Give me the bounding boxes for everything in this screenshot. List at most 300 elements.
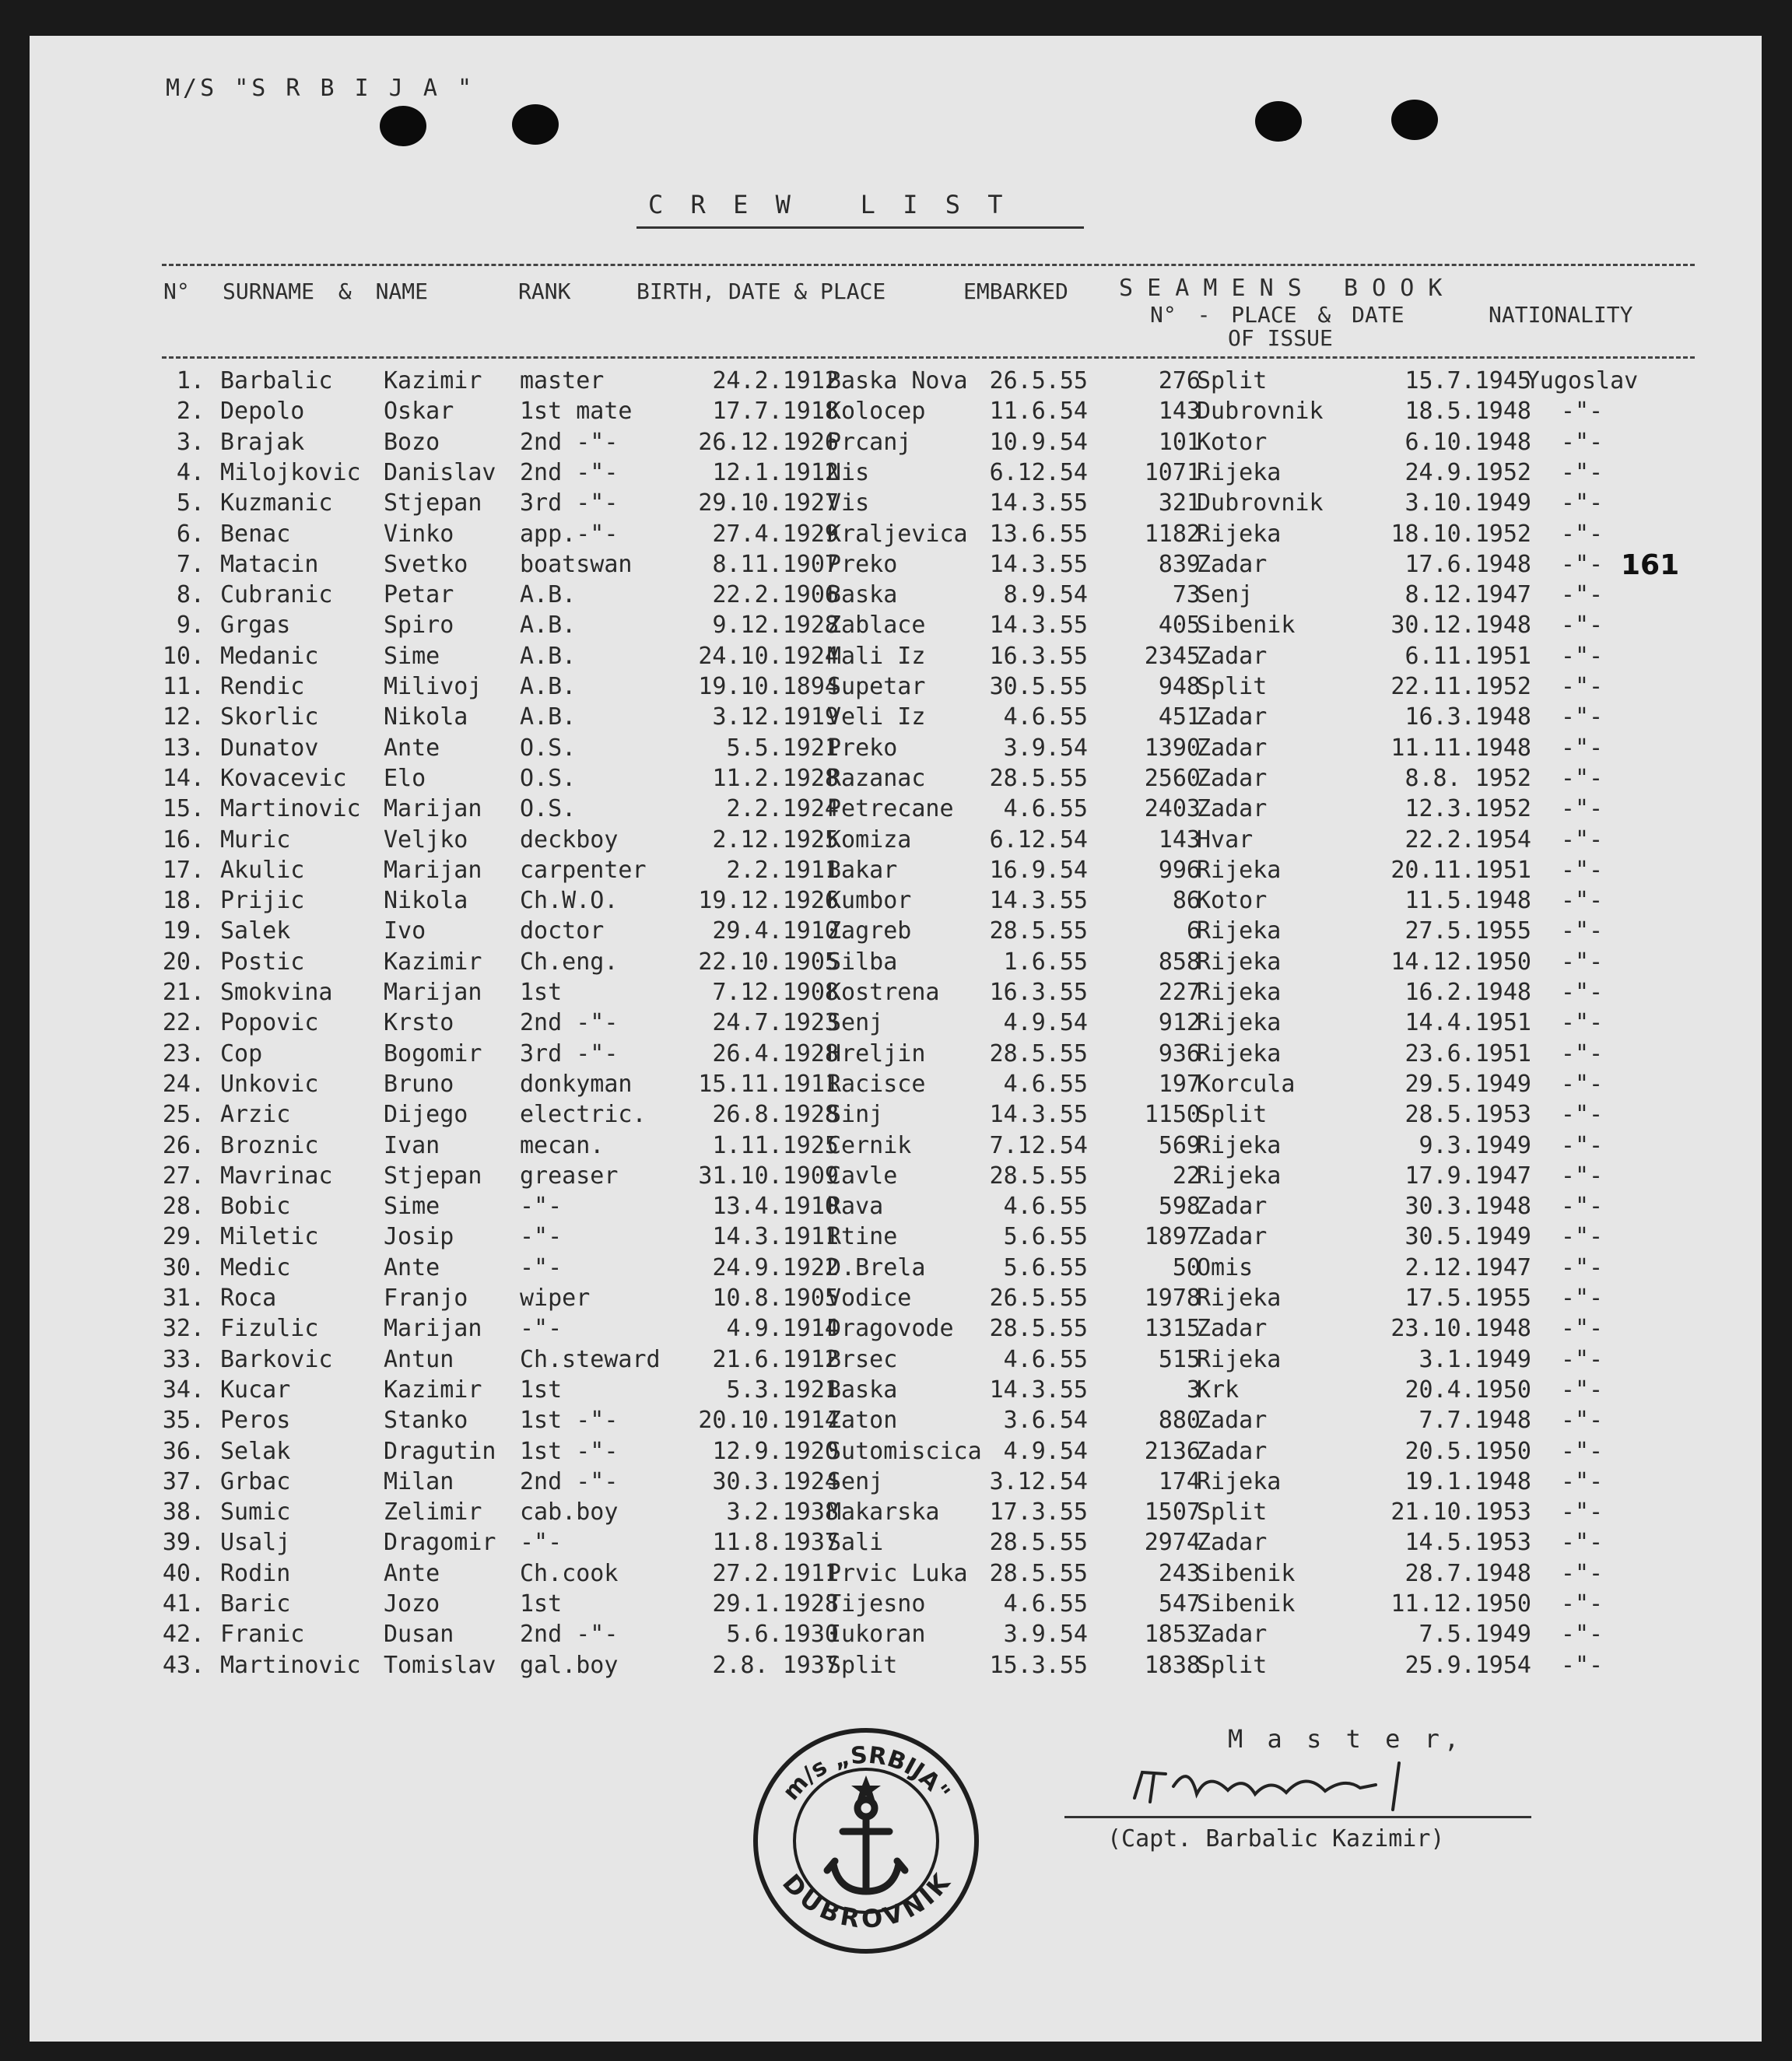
row-number: 2. <box>176 398 205 426</box>
nationality: -"- <box>1560 1498 1604 1526</box>
row-number: 34. <box>162 1376 205 1404</box>
table-row <box>30 1621 1762 1650</box>
seamens-book-number: 2560 <box>1144 764 1201 792</box>
surname: Skorlic <box>220 703 319 731</box>
embarked-date: 14.3.55 <box>989 612 1088 640</box>
table-row <box>30 1376 1762 1406</box>
birth-date: 13.4.1910 <box>712 1193 839 1221</box>
seamens-book-place: Zadar <box>1197 1407 1268 1435</box>
surname: Matacin <box>220 550 319 578</box>
seamens-book-date: 8.12.1947 <box>1404 581 1531 609</box>
embarked-date: 8.9.54 <box>1003 581 1088 609</box>
table-row <box>30 1071 1762 1100</box>
rank: 2nd -"- <box>520 428 619 456</box>
seamens-book-date: 7.5.1949 <box>1419 1621 1531 1649</box>
rank: 1st <box>520 1376 563 1404</box>
seamens-book-number: 143 <box>1158 398 1201 426</box>
signature-line <box>1064 1816 1531 1818</box>
first-name: Milan <box>384 1467 454 1495</box>
rank: -"- <box>520 1193 563 1221</box>
table-row <box>30 1223 1762 1253</box>
ship-name-header: M/S "S R B I J A " <box>166 75 475 102</box>
birth-place: Kraljevica <box>827 520 968 548</box>
seamens-book-date: 22.11.1952 <box>1390 673 1531 700</box>
rank: -"- <box>520 1529 563 1557</box>
row-number: 29. <box>162 1223 205 1251</box>
first-name: Ante <box>384 1253 440 1281</box>
table-row <box>30 1529 1762 1558</box>
surname: Broznic <box>220 1131 319 1159</box>
row-number: 32. <box>162 1315 205 1343</box>
row-number: 43. <box>162 1651 205 1679</box>
birth-date: 22.10.1905 <box>698 948 839 976</box>
embarked-date: 28.5.55 <box>989 764 1088 792</box>
birth-date: 24.2.1912 <box>712 367 839 394</box>
seamens-book-place: Rijeka <box>1197 1467 1282 1495</box>
nationality: -"- <box>1560 1315 1604 1343</box>
birth-place: Senj <box>827 1009 884 1037</box>
embarked-date: 3.9.54 <box>1003 1621 1088 1649</box>
seamens-book-place: Dubrovnik <box>1197 398 1324 426</box>
embarked-date: 26.5.55 <box>989 1285 1088 1312</box>
table-row <box>30 765 1762 794</box>
seamens-book-date: 16.3.1948 <box>1404 703 1531 731</box>
first-name: Kazimir <box>384 1376 482 1404</box>
row-number: 42. <box>162 1621 205 1649</box>
seamens-book-date: 14.12.1950 <box>1390 948 1531 976</box>
row-number: 31. <box>162 1285 205 1312</box>
nationality: -"- <box>1560 1467 1604 1495</box>
birth-place: Supetar <box>827 673 926 700</box>
seamens-book-number: 1390 <box>1144 734 1201 762</box>
nationality: -"- <box>1560 795 1604 823</box>
seamens-book-date: 12.3.1952 <box>1404 795 1531 823</box>
rank: wiper <box>520 1285 591 1312</box>
seamens-book-date: 15.7.1945 <box>1404 367 1531 394</box>
rank: Ch.W.O. <box>520 887 619 915</box>
birth-place: Tijesno <box>827 1590 926 1618</box>
table-row <box>30 1285 1762 1314</box>
seamens-book-place: Rijeka <box>1197 1345 1282 1373</box>
nationality: -"- <box>1560 917 1604 945</box>
rank: 2nd -"- <box>520 1009 619 1037</box>
birth-place: Prvic Luka <box>827 1559 968 1587</box>
birth-place: Brsec <box>827 1345 898 1373</box>
surname: Selak <box>220 1437 291 1465</box>
seamens-book-number: 1978 <box>1144 1285 1201 1312</box>
seamens-book-number: 143 <box>1158 825 1201 853</box>
first-name: Jozo <box>384 1590 440 1618</box>
rank: A.B. <box>520 581 577 609</box>
captain-name: (Capt. Barbalic Kazimir) <box>1107 1825 1445 1852</box>
seamens-book-date: 28.5.1953 <box>1404 1101 1531 1129</box>
rank: -"- <box>520 1315 563 1343</box>
col-header-embarked: EMBARKED <box>963 279 1068 304</box>
table-row <box>30 551 1762 580</box>
page-number: 161 <box>1621 549 1680 581</box>
seamens-book-place: Kotor <box>1197 887 1268 915</box>
birth-place: Komiza <box>827 825 912 853</box>
birth-place: Zaton <box>827 1407 898 1435</box>
surname: Unkovic <box>220 1070 319 1098</box>
first-name: Sime <box>384 642 440 670</box>
table-row <box>30 917 1762 947</box>
embarked-date: 28.5.55 <box>989 1315 1088 1343</box>
seamens-book-date: 25.9.1954 <box>1404 1651 1531 1679</box>
col-header-nationality: NATIONALITY <box>1489 302 1633 328</box>
nationality: -"- <box>1560 489 1604 517</box>
surname: Martinovic <box>220 1651 361 1679</box>
surname: Barbalic <box>220 367 333 394</box>
seamens-book-place: Zadar <box>1197 1529 1268 1557</box>
anchor-icon <box>827 1800 905 1891</box>
seamens-book-place: Senj <box>1197 581 1254 609</box>
embarked-date: 17.3.55 <box>989 1498 1088 1526</box>
seamens-book-place: Kotor <box>1197 428 1268 456</box>
birth-date: 24.9.1922 <box>712 1253 839 1281</box>
header-top-rule <box>162 264 1695 266</box>
seamens-book-date: 23.6.1951 <box>1404 1039 1531 1067</box>
embarked-date: 1.6.55 <box>1003 948 1088 976</box>
surname: Peros <box>220 1407 291 1435</box>
row-number: 13. <box>162 734 205 762</box>
birth-date: 11.2.1928 <box>712 764 839 792</box>
rank: 2nd -"- <box>520 1621 619 1649</box>
birth-date: 8.11.1907 <box>712 550 839 578</box>
seamens-book-number: 3 <box>1186 1376 1201 1404</box>
seamens-book-number: 227 <box>1158 979 1201 1006</box>
rank: app.-"- <box>520 520 619 548</box>
birth-date: 24.7.1923 <box>712 1009 839 1037</box>
row-number: 33. <box>162 1345 205 1373</box>
nationality: -"- <box>1560 1131 1604 1159</box>
seamens-book-place: Zadar <box>1197 1193 1268 1221</box>
table-row <box>30 1652 1762 1681</box>
nationality: -"- <box>1560 612 1604 640</box>
rank: A.B. <box>520 612 577 640</box>
first-name: Zelimir <box>384 1498 482 1526</box>
table-row <box>30 826 1762 856</box>
seamens-book-number: 547 <box>1158 1590 1201 1618</box>
punch-hole-2 <box>512 104 559 145</box>
seamens-book-place: Korcula <box>1197 1070 1296 1098</box>
table-row <box>30 703 1762 733</box>
ship-stamp-seal <box>749 1724 983 1958</box>
embarked-date: 30.5.55 <box>989 673 1088 700</box>
seamens-book-place: Rijeka <box>1197 1039 1282 1067</box>
seamens-book-number: 996 <box>1158 856 1201 884</box>
table-row <box>30 459 1762 489</box>
embarked-date: 14.3.55 <box>989 1376 1088 1404</box>
row-number: 30. <box>162 1253 205 1281</box>
seamens-book-place: Rijeka <box>1197 458 1282 486</box>
table-row <box>30 1193 1762 1222</box>
first-name: Tomislav <box>384 1651 496 1679</box>
surname: Sumic <box>220 1498 291 1526</box>
row-number: 11. <box>162 673 205 700</box>
table-row <box>30 1101 1762 1130</box>
seamens-book-place: Dubrovnik <box>1197 489 1324 517</box>
nationality: -"- <box>1560 856 1604 884</box>
rank: donkyman <box>520 1070 633 1098</box>
seamens-book-place: Sibenik <box>1197 612 1296 640</box>
nationality: -"- <box>1560 1285 1604 1312</box>
nationality: -"- <box>1560 1437 1604 1465</box>
seamens-book-date: 14.4.1951 <box>1404 1009 1531 1037</box>
rank: Ch.eng. <box>520 948 619 976</box>
rank: carpenter <box>520 856 647 884</box>
surname: Baric <box>220 1590 291 1618</box>
seamens-book-place: Rijeka <box>1197 856 1282 884</box>
row-number: 1. <box>176 367 205 394</box>
first-name: Krsto <box>384 1009 454 1037</box>
surname: Postic <box>220 948 305 976</box>
master-signature <box>1119 1755 1446 1817</box>
seamens-book-date: 3.1.1949 <box>1419 1345 1531 1373</box>
rank: -"- <box>520 1253 563 1281</box>
first-name: Antun <box>384 1345 454 1373</box>
seamens-book-place: Rijeka <box>1197 1131 1282 1159</box>
master-label: M a s t e r, <box>1228 1724 1464 1754</box>
seamens-book-place: Zadar <box>1197 734 1268 762</box>
nationality: -"- <box>1560 1253 1604 1281</box>
birth-date: 30.3.1924 <box>712 1467 839 1495</box>
birth-place: Makarska <box>827 1498 940 1526</box>
rank: 2nd -"- <box>520 1467 619 1495</box>
seamens-book-date: 20.11.1951 <box>1390 856 1531 884</box>
seamens-book-date: 16.2.1948 <box>1404 979 1531 1006</box>
surname: Fizulic <box>220 1315 319 1343</box>
surname: Mavrinac <box>220 1162 333 1190</box>
punch-hole-3 <box>1255 101 1302 142</box>
first-name: Ivo <box>384 917 426 945</box>
seamens-book-date: 20.4.1950 <box>1404 1376 1531 1404</box>
seamens-book-date: 24.9.1952 <box>1404 458 1531 486</box>
birth-place: Kostrena <box>827 979 940 1006</box>
embarked-date: 3.9.54 <box>1003 734 1088 762</box>
embarked-date: 14.3.55 <box>989 1101 1088 1129</box>
row-number: 12. <box>162 703 205 731</box>
birth-date: 26.4.1928 <box>712 1039 839 1067</box>
row-number: 24. <box>162 1070 205 1098</box>
seamens-book-place: Rijeka <box>1197 1285 1282 1312</box>
seamens-book-place: Zadar <box>1197 1437 1268 1465</box>
nationality: Yugoslav <box>1525 367 1639 394</box>
surname: Arzic <box>220 1101 291 1129</box>
seamens-book-number: 1182 <box>1144 520 1201 548</box>
seamens-book-date: 7.7.1948 <box>1419 1407 1531 1435</box>
seamens-book-number: 2136 <box>1144 1437 1201 1465</box>
rank: boatswan <box>520 550 633 578</box>
row-number: 36. <box>162 1437 205 1465</box>
first-name: Nikola <box>384 703 468 731</box>
seamens-book-number: 22 <box>1172 1162 1201 1190</box>
birth-place: Baska <box>827 581 898 609</box>
birth-date: 12.1.1912 <box>712 458 839 486</box>
nationality: -"- <box>1560 703 1604 731</box>
first-name: Bozo <box>384 428 440 456</box>
row-number: 21. <box>162 979 205 1006</box>
table-row <box>30 1315 1762 1344</box>
seamens-book-place: Zadar <box>1197 550 1268 578</box>
birth-place: Racisce <box>827 1070 926 1098</box>
surname: Kuzmanic <box>220 489 333 517</box>
birth-place: Dragovode <box>827 1315 954 1343</box>
seamens-book-date: 19.1.1948 <box>1404 1467 1531 1495</box>
seamens-book-number: 598 <box>1158 1193 1201 1221</box>
seamens-book-number: 569 <box>1158 1131 1201 1159</box>
table-row <box>30 1346 1762 1376</box>
rank: doctor <box>520 917 605 945</box>
birth-place: Preko <box>827 734 898 762</box>
birth-date: 22.2.1906 <box>712 581 839 609</box>
seamens-book-date: 18.5.1948 <box>1404 398 1531 426</box>
col-header-seamens-book-issue: OF ISSUE <box>1228 325 1333 351</box>
birth-place: Hreljin <box>827 1039 926 1067</box>
birth-date: 11.8.1937 <box>712 1529 839 1557</box>
seamens-book-date: 23.10.1948 <box>1390 1315 1531 1343</box>
surname: Benac <box>220 520 291 548</box>
seamens-book-number: 880 <box>1158 1407 1201 1435</box>
seamens-book-date: 17.6.1948 <box>1404 550 1531 578</box>
seamens-book-number: 2403 <box>1144 795 1201 823</box>
first-name: Ante <box>384 734 440 762</box>
seamens-book-number: 321 <box>1158 489 1201 517</box>
nationality: -"- <box>1560 1376 1604 1404</box>
table-row <box>30 398 1762 427</box>
rank: O.S. <box>520 795 577 823</box>
row-number: 37. <box>162 1467 205 1495</box>
first-name: Ivan <box>384 1131 440 1159</box>
seamens-book-date: 18.10.1952 <box>1390 520 1531 548</box>
seamens-book-place: Sibenik <box>1197 1559 1296 1587</box>
surname: Medic <box>220 1253 291 1281</box>
table-row <box>30 734 1762 764</box>
seamens-book-number: 405 <box>1158 612 1201 640</box>
row-number: 14. <box>162 764 205 792</box>
table-row <box>30 1498 1762 1528</box>
embarked-date: 3.12.54 <box>989 1467 1088 1495</box>
nationality: -"- <box>1560 398 1604 426</box>
first-name: Spiro <box>384 612 454 640</box>
seamens-book-place: Split <box>1197 1498 1268 1526</box>
seamens-book-date: 6.10.1948 <box>1404 428 1531 456</box>
surname: Rendic <box>220 673 305 700</box>
seamens-book-place: Split <box>1197 367 1268 394</box>
table-row <box>30 1132 1762 1162</box>
seamens-book-number: 2974 <box>1144 1529 1201 1557</box>
surname: Martinovic <box>220 795 361 823</box>
first-name: Bogomir <box>384 1039 482 1067</box>
embarked-date: 4.9.54 <box>1003 1009 1088 1037</box>
row-number: 26. <box>162 1131 205 1159</box>
birth-date: 2.2.1911 <box>726 856 839 884</box>
first-name: Dusan <box>384 1621 454 1649</box>
seamens-book-place: Zadar <box>1197 642 1268 670</box>
first-name: Nikola <box>384 887 468 915</box>
surname: Muric <box>220 825 291 853</box>
birth-date: 3.12.1919 <box>712 703 839 731</box>
rank: deckboy <box>520 825 619 853</box>
birth-place: Mali Iz <box>827 642 926 670</box>
embarked-date: 3.6.54 <box>1003 1407 1088 1435</box>
seamens-book-number: 912 <box>1158 1009 1201 1037</box>
birth-place: Cavle <box>827 1162 898 1190</box>
surname: Cop <box>220 1039 263 1067</box>
nationality: -"- <box>1560 948 1604 976</box>
table-row <box>30 1040 1762 1070</box>
embarked-date: 16.9.54 <box>989 856 1088 884</box>
first-name: Elo <box>384 764 426 792</box>
first-name: Sime <box>384 1193 440 1221</box>
nationality: -"- <box>1560 1009 1604 1037</box>
embarked-date: 28.5.55 <box>989 1529 1088 1557</box>
nationality: -"- <box>1560 673 1604 700</box>
first-name: Franjo <box>384 1285 468 1312</box>
rank: master <box>520 367 605 394</box>
first-name: Ante <box>384 1559 440 1587</box>
table-row <box>30 1468 1762 1498</box>
embarked-date: 13.6.55 <box>989 520 1088 548</box>
col-header-rank: RANK <box>518 279 571 304</box>
first-name: Dragomir <box>384 1529 496 1557</box>
seamens-book-date: 17.5.1955 <box>1404 1285 1531 1312</box>
col-header-seamens-book-sub: N° - PLACE & DATE <box>1150 302 1404 328</box>
table-row <box>30 857 1762 886</box>
table-row <box>30 489 1762 519</box>
embarked-date: 15.3.55 <box>989 1651 1088 1679</box>
embarked-date: 14.3.55 <box>989 887 1088 915</box>
nationality: -"- <box>1560 581 1604 609</box>
table-row <box>30 1162 1762 1192</box>
surname: Grgas <box>220 612 291 640</box>
embarked-date: 28.5.55 <box>989 917 1088 945</box>
first-name: Dijego <box>384 1101 468 1129</box>
surname: Kovacevic <box>220 764 347 792</box>
seamens-book-place: Hvar <box>1197 825 1254 853</box>
seamens-book-place: Zadar <box>1197 1621 1268 1649</box>
row-number: 16. <box>162 825 205 853</box>
birth-date: 3.2.1938 <box>726 1498 839 1526</box>
nationality: -"- <box>1560 979 1604 1006</box>
seamens-book-number: 1897 <box>1144 1223 1201 1251</box>
birth-date: 14.3.1911 <box>712 1223 839 1251</box>
birth-place: Vis <box>827 489 870 517</box>
embarked-date: 4.6.55 <box>1003 1345 1088 1373</box>
seamens-book-date: 22.2.1954 <box>1404 825 1531 853</box>
birth-date: 2.12.1925 <box>712 825 839 853</box>
surname: Grbac <box>220 1467 291 1495</box>
surname: Usalj <box>220 1529 291 1557</box>
surname: Milojkovic <box>220 458 361 486</box>
first-name: Veljko <box>384 825 468 853</box>
birth-place: Preko <box>827 550 898 578</box>
nationality: -"- <box>1560 458 1604 486</box>
row-number: 9. <box>176 612 205 640</box>
birth-place: Veli Iz <box>827 703 926 731</box>
birth-place: Iukoran <box>827 1621 926 1649</box>
embarked-date: 28.5.55 <box>989 1039 1088 1067</box>
seamens-book-place: Rijeka <box>1197 917 1282 945</box>
nationality: -"- <box>1560 1407 1604 1435</box>
title-underline <box>636 226 1084 229</box>
seamens-book-number: 276 <box>1158 367 1201 394</box>
birth-date: 20.10.1914 <box>698 1407 839 1435</box>
seamens-book-place: Krk <box>1197 1376 1240 1404</box>
seamens-book-number: 1507 <box>1144 1498 1201 1526</box>
seamens-book-place: Rijeka <box>1197 520 1282 548</box>
seamens-book-date: 21.10.1953 <box>1390 1498 1531 1526</box>
